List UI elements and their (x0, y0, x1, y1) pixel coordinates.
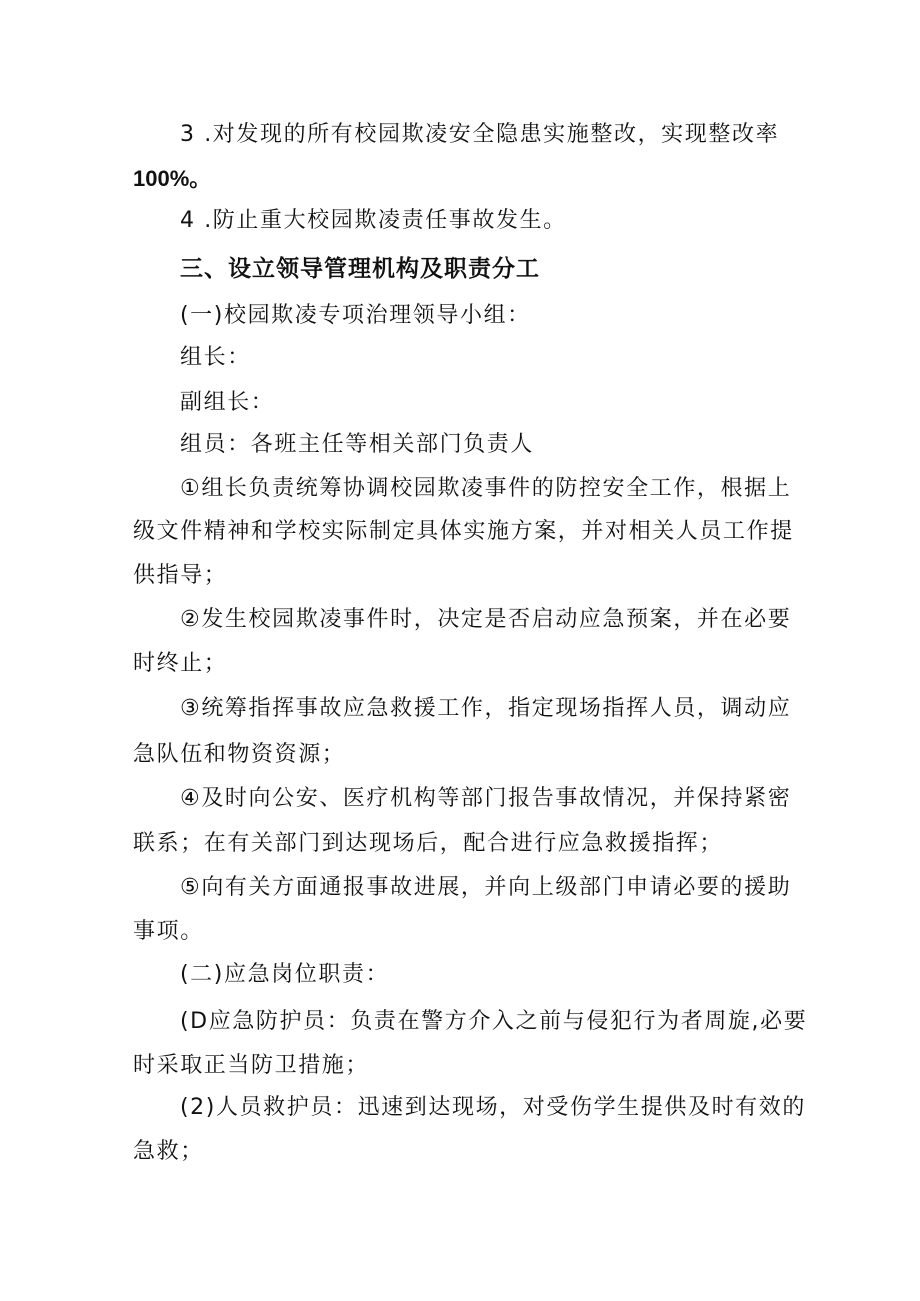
text-line: 联系；在有关部门到达现场后，配合进行应急救援指挥； (133, 831, 724, 856)
text-line: ⑤向有关方面通报事故进展，并向上级部门申请必要的援助 (180, 875, 792, 900)
text-line: 副组长： (180, 390, 275, 415)
text-line: 3 .对发现的所有校园欺凌安全隐患实施整改，实现整改率 (180, 122, 780, 147)
text-line: (D应急防护员：负责在警方介入之前与侵犯行为者周旋,必要 (180, 1009, 808, 1034)
subsection-heading: (一)校园欺凌专项治理领导小组： (180, 303, 531, 328)
text-line: ②发生校园欺凌事件时，决定是否启动应急预案，并在必要 (180, 607, 792, 632)
text-line: ④及时向公安、医疗机构等部门报告事故情况，并保持紧密 (180, 786, 792, 811)
text-line: 组员：各班主任等相关部门负责人 (180, 432, 535, 457)
text-line: (2)人员救护员：迅速到达现场，对受伤学生提供及时有效的 (180, 1095, 806, 1120)
text-line: 级文件精神和学校实际制定具体实施方案，并对相关人员工作提 (133, 519, 794, 544)
text-line: ①组长负责统筹协调校园欺凌事件的防控安全工作，根据上 (180, 476, 792, 501)
text-line: 100%。 (133, 166, 212, 191)
text-line: 时终止； (133, 651, 228, 676)
text-line: 急队伍和物资资源； (133, 742, 346, 767)
text-line: 事项。 (133, 919, 204, 944)
text-line: ③统筹指挥事故应急救援工作，指定现场指挥人员，调动应 (180, 696, 792, 721)
section-heading: 三、设立领导管理机构及职责分工 (180, 256, 540, 282)
text-line: 4 .防止重大校园欺凌责任事故发生。 (180, 208, 567, 233)
text-line: 时采取正当防卫措施； (133, 1053, 370, 1078)
text-line: 组长： (180, 345, 251, 370)
text-line: 供指导； (133, 563, 228, 588)
subsection-heading: (二)应急岗位职责： (180, 962, 390, 987)
text-line: 急救； (133, 1139, 204, 1164)
